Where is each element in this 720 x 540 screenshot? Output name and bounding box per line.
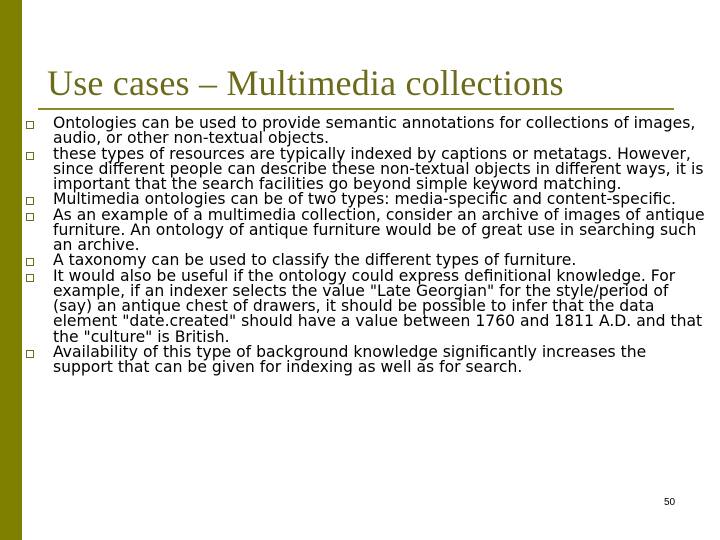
hollow-square-bullet-icon — [26, 274, 34, 282]
bullet-text: As an example of a multimedia collection, consider an archive of images of antique furniture. An ontology of antique furniture would be of great use in searching such an archive. — [53, 205, 705, 254]
bullet-text: It would also be useful if the ontology could express definitional knowledge. For example, if an indexer selects the value "Late Georgian" for the style/period of (say) an antique chest of drawers, it should be possible to infer that the data element "date.created" should have a value between 1760 and 1811 A.D. and that the "culture" is British. — [53, 266, 703, 346]
hollow-square-bullet-icon — [26, 121, 34, 129]
hollow-square-bullet-icon — [26, 152, 34, 160]
slide-title: Use cases – Multimedia collections — [47, 63, 564, 103]
bullet-text: these types of resources are typically indexed by captions or metatags. However, since different people can describe these non-textual objects in different ways, it is important that the search facilities go beyond simple keyword matching. — [53, 144, 704, 193]
hollow-square-bullet-icon — [26, 350, 34, 358]
page-number: 50 — [664, 497, 676, 508]
hollow-square-bullet-icon — [26, 258, 34, 266]
bullet-list — [18, 116, 708, 375]
bullet-text: A taxonomy can be used to classify the different types of furniture. — [53, 251, 577, 270]
bullet-item — [18, 205, 708, 254]
hollow-square-bullet-icon — [26, 197, 34, 205]
bullet-text: Ontologies can be used to provide semantic annotations for collections of images, audio, or other non-textual objects. — [53, 114, 696, 148]
bullet-item — [18, 266, 708, 346]
bullet-item — [18, 116, 708, 147]
bullet-text: Multimedia ontologies can be of two types: media-specific and content-specific. — [53, 190, 677, 209]
bullet-item — [18, 144, 708, 193]
bullet-item — [18, 342, 708, 376]
hollow-square-bullet-icon — [26, 213, 34, 221]
bullet-text: Availability of this type of background knowledge significantly increases the support that can be given for indexing as well as for search. — [53, 342, 647, 376]
title-underline — [38, 108, 674, 110]
